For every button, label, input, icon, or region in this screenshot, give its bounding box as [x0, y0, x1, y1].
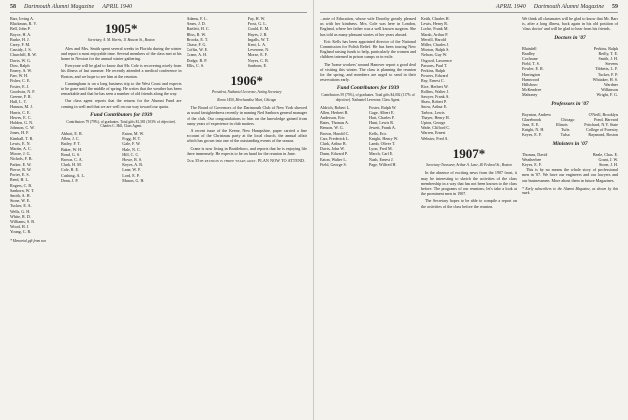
name-list-item: Warren, Ernest: [421, 130, 446, 136]
name-list-item: Hart, Charles F.: [369, 115, 395, 121]
name-list-item: Barr, Irving A.: [10, 16, 34, 21]
table-cell: Harrington: [522, 71, 540, 77]
table-cell: Blaisdell: [522, 45, 537, 51]
class-1906-heading: 1906*: [230, 73, 263, 89]
fund-1906-subtitle: Contributors 59 (75%), of graduates. Total gifts $4,002 (117% of objective). Nathaniel Leverone, Class Agent.: [321, 93, 415, 103]
name-list-item: Page, Wilfred H.: [369, 161, 397, 167]
class-1906-paragraph: A recent issue of the Keene, New Hampshire, paper carried a fine account of the Christmas party at the local church, the annual affair which has grown into one of the outstanding events of the season.: [186, 128, 307, 144]
right-paragraph: ...note of Education, whose wife Dorothy greatly pleased us with her kindness. Mrs. Cole was here in London, England, where her father was a well known surgeon. She has told us many pleasant stories of her years abroad.: [320, 16, 416, 37]
name-list-item: Emery, A. W.: [10, 68, 32, 74]
table-cell: Boynton, Andrew: [522, 111, 552, 117]
name-list-item: Sanborn, E.: [247, 62, 267, 68]
name-list-item: March, Carl E.: [369, 151, 394, 157]
col3-closing: This is by no means the whole story of professional men in '07. We have our engineers and our lawyers and our businessmen. More about them in future Magazines.: [522, 167, 618, 183]
right-column-1: [320, 16, 416, 420]
table-cell: Stevens: [605, 61, 618, 67]
name-list-item: Fogg, H. T.: [122, 136, 141, 142]
name-list-item: Miller, Charles J.: [421, 42, 450, 48]
name-list-item: Foster, E. J.: [10, 83, 30, 89]
name-list-item: Ellis, C. S.: [186, 62, 205, 68]
fund-1905-title: Fund Contributors for 1939: [90, 111, 153, 118]
table-row: [522, 132, 618, 137]
name-list-item: Clark, H. M.: [61, 162, 82, 168]
name-list-item: Field, George S.: [320, 161, 347, 167]
right-page-number: 59: [612, 4, 618, 10]
table-cell: Jean, E. E.: [522, 122, 540, 128]
name-list-item: Parker, E. W.: [10, 161, 32, 167]
left-column-2: [61, 16, 182, 420]
name-list-item: Dean, J. P.: [61, 177, 79, 183]
fund-1905-subtitle: Contributors 79 (79%), of graduates. Total gifts $1,381 (103% of objective). Charles C. Hill, Class Agent.: [66, 119, 177, 129]
name-list-item: Upton, George: [421, 120, 446, 126]
table-cell: Pond, Harvard: [594, 116, 618, 122]
name-list-item: Johnson, C. W.: [10, 125, 35, 131]
right-page: [314, 0, 628, 420]
class-1906-reunion-note: Our 35th reunion is three years away. PLAN NOW TO ATTEND.: [186, 158, 306, 164]
name-list-item: Fisher, C. E.: [10, 78, 31, 84]
name-list-item: Dunn, Edward P.: [320, 151, 348, 157]
table-cell: Pritchard, N.Y. State: [584, 122, 618, 128]
name-list-item: Reed, H. L.: [10, 177, 29, 183]
name-list-item: Eaton, M. W.: [122, 131, 144, 137]
name-list-item: Keyes, A. B.: [122, 162, 144, 168]
table-cell: Smith, J. H.: [598, 56, 618, 62]
class-1906-address: Room 1450, Merchandise Mart, Chicago: [217, 97, 277, 102]
name-list-item: Hale, N. C.: [122, 146, 141, 152]
fund-1906-title: Fund Contributors for 1939: [336, 85, 400, 92]
right-date: APRIL 1940: [496, 4, 526, 10]
right-columns: [320, 16, 618, 420]
name-list-item: Hall, L. T.: [10, 99, 27, 105]
table-cell: Field, T. S.: [522, 61, 540, 67]
name-list-item: Kells, Eric: [369, 130, 387, 136]
table-row: [522, 92, 618, 97]
name-list-item: Lord, E. P.: [122, 172, 140, 178]
name-list-item: Hill, C. C.: [122, 151, 140, 157]
fund-1906-names: [320, 105, 416, 167]
table-cell: Mahoney: [522, 92, 538, 98]
name-list-item: Burke, H. J.: [10, 36, 30, 42]
left-column-3: [187, 16, 308, 420]
name-list-item: Hunt, Lewis R.: [369, 120, 395, 126]
name-list-item: Bell, John P.: [10, 26, 31, 32]
name-list-item: Carr, Frederick L.: [320, 135, 350, 141]
name-list-item: Allen, J. C.: [61, 136, 80, 142]
name-list-item: Pierce, R. W.: [10, 166, 32, 172]
name-list-item: Cassidy, J. S.: [10, 47, 32, 53]
name-list-item: Snow, Arthur E.: [421, 104, 448, 110]
name-list-item: Tarbox, Lewis: [421, 109, 445, 115]
name-list-item: Rogers, C. B.: [10, 182, 33, 188]
table-cell: Hillsboro: [522, 82, 538, 88]
name-list-item: Davis, W. G.: [10, 57, 32, 63]
name-list-item: Kent, L. A.: [247, 42, 267, 48]
class-1905-paragraph: Alex and Mrs. Smith spent several weeks in Florida during the winter and report a most enjoyable time. Several members of the class met at his home in Newton for the annual winter gathering.: [61, 45, 182, 61]
class-1907-paragraph: In the absence of exciting news from the 1907 front, it may be interesting to sketch the activities of the class membership in a way that has not been known to the class before. The programs of our reunions, let's take a look at the prominent men in 1907.: [421, 170, 517, 197]
class-1906-names: [187, 16, 308, 68]
table-cell: Hamwood: [522, 76, 540, 82]
name-list-item: Kimball, T. R.: [10, 135, 34, 141]
left-page-number: 58: [10, 4, 16, 10]
name-list-item: Dow, Ralph: [10, 62, 30, 68]
class-1906-paragraph: Crane is now living in Brattleboro, and reports that he is enjoying life there immensely. He expects to be on hand for the reunion in June.: [186, 145, 307, 156]
table-cell: Knight, N. H.: [522, 127, 545, 133]
class-1905-paragraph: Cunningham is on a long business trip to the West Coast and expects to be gone until the middle of spring. He writes that the weather has been remarkable and that he has seen a number of old friends along the way.: [61, 80, 182, 97]
right-running-head: [320, 4, 618, 13]
doctors-heading: Doctors in '07: [554, 34, 586, 41]
name-list-item: Mason, G. H.: [122, 177, 145, 183]
name-list-item: Bailey, F. T.: [61, 141, 81, 147]
name-list-item: Knight, Henry W.: [369, 135, 399, 141]
name-list-item: Boyce, H. A.: [10, 31, 32, 37]
name-list-item: Rice, Herbert W.: [421, 83, 449, 89]
name-list-item: Adams, F. L.: [186, 16, 208, 21]
name-list-item: Crane, A. H.: [186, 52, 208, 58]
doctors-table: [522, 46, 618, 98]
name-list-item: White, R. D.: [10, 213, 31, 219]
name-list-item: Chase, F. G.: [186, 42, 207, 48]
name-list-item: Lewis, Henry R.: [421, 21, 449, 27]
name-list-item: Bartlett, H. C.: [186, 26, 210, 32]
table-cell: Keyes, E. F.: [522, 162, 542, 168]
name-list-item: Benson, W. G.: [320, 125, 344, 131]
name-list-item: Martin, A. C.: [10, 146, 32, 152]
name-list-item: Noyes, C. B.: [247, 57, 269, 63]
table-cell: Weatherbee: [522, 156, 542, 162]
table-cell: Illinois: [556, 122, 568, 128]
class-1905-byline: Secretary, A. M. Harris, 11 Beacon St., Boston: [87, 38, 155, 42]
table-cell: Tibbetts, L. F.: [595, 66, 618, 72]
fund-1906-names-continued: [421, 16, 517, 141]
name-list-item: Perkins, Ralph: [421, 68, 446, 74]
table-cell: Wilkinson: [601, 87, 618, 93]
name-list-item: Greene, F. R.: [10, 94, 32, 100]
name-list-item: Porter, E. S.: [10, 172, 30, 178]
professors-table: [522, 112, 618, 138]
name-list-item: Bond, G. S.: [61, 151, 81, 157]
name-list-item: Nelson, Guy W.: [421, 52, 448, 58]
table-cell: Reilly, T. E.: [598, 50, 618, 56]
class-1906-paragraph: The Board of Governors of the Dartmouth Club of New York showed us usual farsightedness recently in naming Ned Sanborn general manager of the club. Our congratulations to him on the knowledge gained from many years of experience in club matters.: [186, 105, 307, 126]
left-date: APRIL 1940: [102, 4, 132, 10]
name-list-item: Dodge, R. P.: [186, 57, 208, 63]
name-list-item: Leverone, N.: [247, 47, 270, 53]
left-running-head: [10, 4, 307, 13]
name-list-item: Rollins, Walter J.: [421, 88, 450, 94]
table-cell: McKendree: [522, 87, 542, 93]
name-list-item: Churchill, R. W.: [10, 52, 37, 58]
name-list-item: Nichols, F. B.: [10, 156, 33, 162]
col3-intro: We think all classmates will be glad to know that Mr. Barr is, after a long illness, back again in his old position of 'class doctor' and will be glad to hear from his friends.: [522, 16, 618, 32]
name-list-item: Merrill, Harold: [421, 36, 447, 42]
ministers-heading: Ministers in '07: [552, 140, 588, 147]
name-list-item: Shaw, Robert P.: [421, 99, 447, 105]
right-column-2: [421, 16, 517, 420]
name-list-item: Parsons, Paul T.: [421, 62, 448, 68]
name-list-item: Blackman, R. V.: [10, 21, 37, 27]
table-cell: Glazebrook: [522, 116, 542, 122]
name-list-item: Bliss, R. W.: [186, 31, 206, 37]
name-list-item: Wade, Clifford C.: [421, 125, 451, 131]
class-1907-byline: Secretary-Treasurer, Arthur A. Lane, 40 Federal St., Boston: [426, 162, 512, 167]
name-list-item: Wood, H. J.: [10, 224, 30, 230]
table-cell: Thomas, David: [522, 151, 548, 157]
table-cell: Tufts: [561, 127, 570, 133]
name-list-item: Tucker, E. A.: [10, 203, 32, 209]
name-list-item: Hewes, E. C.: [10, 114, 32, 120]
name-list-item: Sawyer, Frank A.: [421, 94, 450, 100]
name-list-item: Holden, G. N.: [10, 120, 34, 126]
name-list-item: Harris, C. E.: [10, 109, 31, 115]
name-list-item: Locke, Frank M.: [421, 26, 449, 32]
name-list-item: Williams, S. B.: [10, 218, 35, 224]
name-list-item: Nash, Ernest J.: [369, 156, 394, 162]
name-list-item: Marsh, Arthur P.: [421, 31, 449, 37]
name-list-item: Aldrich, Robert L.: [320, 104, 351, 110]
name-list-item: Anderson, Eric: [320, 115, 345, 121]
table-cell: Chicago: [560, 116, 575, 122]
name-list-item: Jewett, Frank A.: [369, 125, 396, 131]
class-1907-paragraph: The Secretary hopes to be able to compile a report on the activities of the class before the reunion.: [421, 198, 517, 209]
name-list-item: Keith, Charles H.: [421, 16, 450, 21]
name-list-item: Hayes, J. R.: [247, 31, 268, 37]
class-1907-heading: 1907*: [452, 145, 486, 161]
table-cell: Wardner: [604, 82, 618, 88]
class-1905-paragraph: Our class agent reports that the returns for the Alumni Fund are coming in well and that we are well on our way toward our quota.: [61, 98, 182, 109]
name-list-item: Abbott, E. R.: [61, 131, 83, 137]
name-list-item: Foster, Ralph W.: [369, 104, 397, 110]
table-cell: Stone, J. H.: [599, 162, 618, 168]
class-1905-paragraph: Everyone will be glad to know that Mr. Cole is recovering nicely from his illness of last summer. He recently attended a medical conference in Boston, and we hope to see him at the reunion.: [61, 63, 182, 79]
name-list-item: Stone, W. E.: [10, 198, 31, 204]
names-column: [10, 16, 56, 420]
name-list-item: Lamb, Oliver T.: [369, 141, 396, 147]
name-list-item: Davis, John W.: [320, 146, 345, 152]
fund-1905-names: [61, 131, 182, 183]
name-list-item: Powers, Edward: [421, 73, 448, 79]
professors-heading: Professors in '07: [551, 100, 589, 107]
table-cell: Grant, J. W.: [598, 156, 618, 162]
footnote: * Early subscribers to the Alumni Magazine, as shown by this mark.: [522, 186, 618, 196]
name-list-item: Webster, Fred A.: [421, 135, 449, 141]
name-list-item: Clark, Arthur B.: [320, 141, 347, 147]
right-running-title: Dartmouth Alumni Magazine: [533, 4, 604, 10]
name-list-item: Brooks, E. T.: [186, 36, 209, 42]
table-cell: College of Forestry: [586, 127, 618, 133]
name-list-item: Goodwin, N. F.: [10, 88, 36, 94]
name-list-item: Eaton, Walter L.: [320, 156, 347, 162]
name-list-item: Baker, W. H.: [61, 146, 83, 152]
table-cell: Keyes, E. F.: [522, 132, 542, 138]
name-list-item: Moore, J. G.: [10, 151, 31, 157]
name-list-item: Brown, C. A.: [61, 157, 83, 163]
name-list-item: Coffin, W. E.: [186, 47, 209, 53]
name-list-item: Smith, A. H.: [10, 192, 31, 198]
table-cell: Fowler, E. R.: [522, 66, 544, 72]
name-list-item: Howe, R. S.: [122, 157, 143, 163]
table-cell: Wright, F. G.: [596, 92, 618, 98]
table-cell: Perkins, Ralph: [593, 45, 618, 51]
name-list-item: Sanborn, W. T.: [10, 187, 35, 193]
table-cell: O'Neill, Brooklyn: [588, 111, 618, 117]
name-list-item: Jones, H. F.: [10, 130, 30, 136]
name-list-item: Gage, Albert E.: [369, 109, 395, 115]
table-cell: Bradley: [522, 50, 535, 56]
name-list-item: Morse, E. F.: [247, 52, 268, 58]
name-list-item: Brown, Harold C.: [320, 130, 350, 136]
names-footnote: * Memorial gift from son: [10, 238, 47, 243]
name-list-item: Lewis, E. N.: [10, 140, 31, 146]
name-list-item: Gould, E. M.: [247, 26, 270, 32]
name-list-item: Cushing, A. L.: [61, 172, 85, 178]
name-list-item: Ames, J. D.: [186, 21, 206, 27]
left-running-title: Dartmouth Alumni Magazine: [24, 4, 95, 10]
name-list-item: Cole, R. E.: [61, 167, 80, 173]
class-1906-president: President, Nathaniel Leverone, Acting Secretary: [212, 90, 282, 95]
name-list-item: Frost, G. L.: [247, 21, 267, 27]
name-list-item: Ingalls, W. T.: [247, 36, 270, 42]
table-cell: Raymond, Boston: [588, 132, 618, 138]
name-list-item: Gale, F. W.: [122, 141, 141, 147]
name-list-item: Bates, Thomas A.: [320, 120, 350, 126]
class-1905-heading: 1905*: [105, 21, 138, 36]
name-list-item: Wells, G. H.: [10, 208, 31, 214]
name-list-item: Farr, W. H.: [10, 73, 29, 79]
name-list-item: Morton, Ralph S.: [421, 47, 450, 53]
name-list-item: Young, C. R.: [10, 229, 32, 235]
name-list-item: Ray, Ernest C.: [421, 78, 445, 84]
name-list-item: Thayer, Henry H.: [421, 114, 450, 120]
table-cell: Tulsa: [560, 132, 570, 138]
right-paragraph: The 'home workers' around Hanover report a good deal of visiting this winter. The class is planning the reunion for the spring, and members are urged to send in their reservations early.: [320, 61, 416, 83]
name-list-item: Osgood, Lawrence: [421, 57, 452, 63]
name-list-item: Allen, Herbert B.: [320, 109, 349, 115]
table-cell: Beale, Chas. E.: [592, 151, 618, 157]
name-list-item: Hanson, M. J.: [10, 104, 33, 110]
name-list-item: Lane, W. F.: [122, 167, 141, 173]
name-list-item: Lyon, Fred M.: [369, 146, 393, 152]
table-cell: Cochrane: [522, 56, 538, 62]
table-cell: Tucker, F. P.: [597, 71, 618, 77]
name-list-item: Carey, F. M.: [10, 42, 31, 48]
name-list-item: Fay, H. W.: [247, 16, 266, 21]
right-paragraph: Eric Kells has been appointed director of the National Commission for Polish Relief. He has been touring New England raising funds to help, particularly the women and children interned in prison camps or in exile.: [320, 38, 416, 60]
ministers-table: [522, 152, 618, 168]
table-cell: Whitaker, H. S.: [592, 76, 618, 82]
left-columns: [10, 16, 307, 420]
right-column-3: [522, 16, 618, 420]
